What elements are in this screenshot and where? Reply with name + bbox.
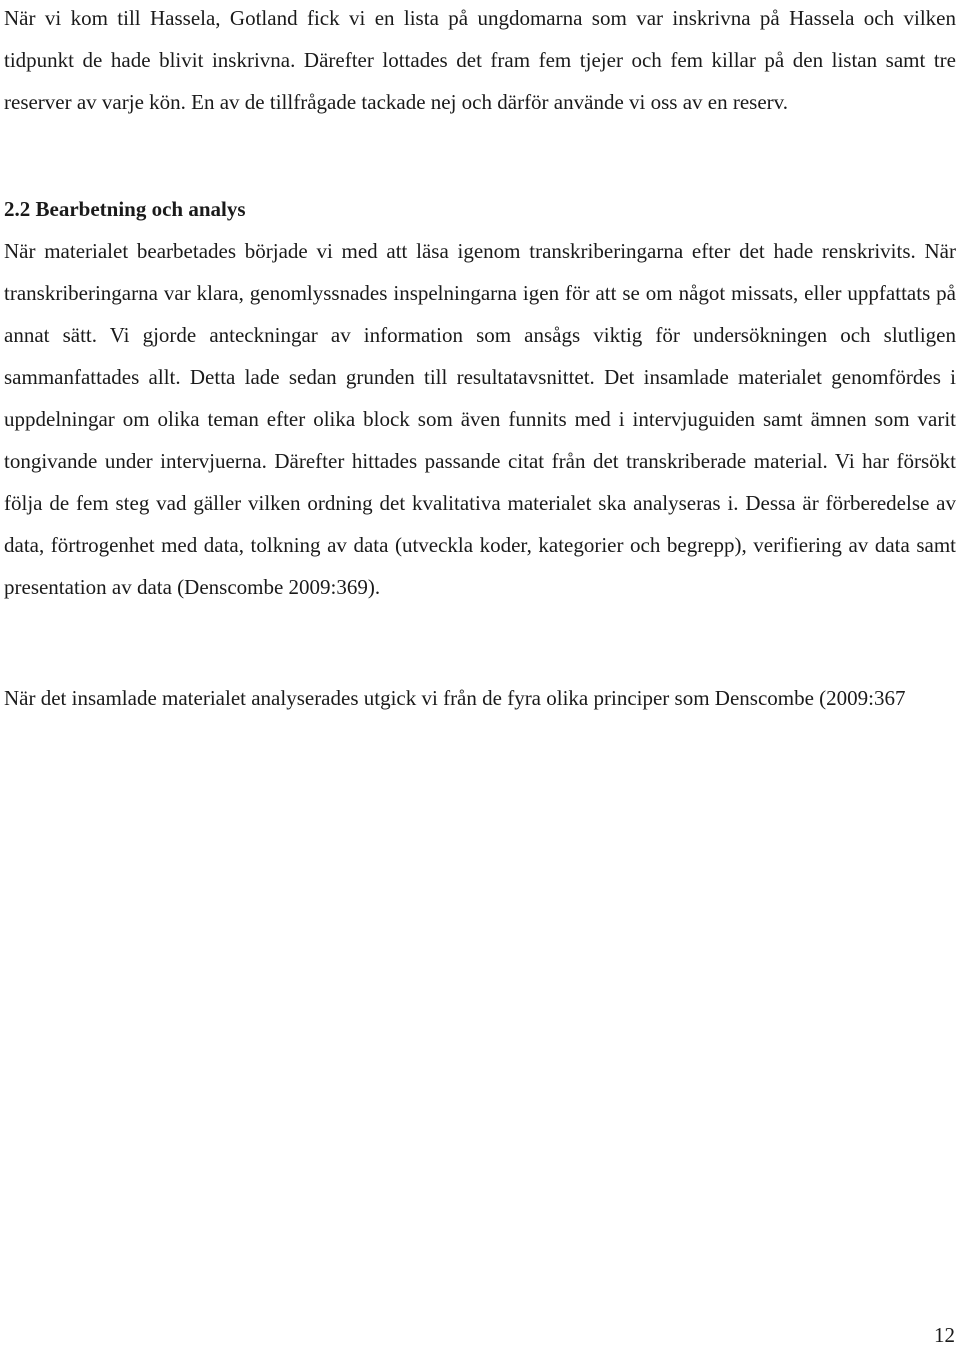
- page-number: 12: [934, 1323, 955, 1347]
- section-heading: 2.2 Bearbetning och analys: [4, 197, 246, 221]
- paragraph-analysis: När materialet bearbetades började vi med att läsa igenom transkriberingarna efter det hade renskrivits. När transkriberingarna var klara, genomlyssnades inspelningarna igen för att se om något missats, eller uppfattats på annat sätt. Vi gjorde anteckningar av information som ansågs viktig för undersökningen och slutligen sammanfattades allt. Detta lade sedan grunden till resultatavsnittet. Det insamlade materialet genomfördes i uppdelningar om olika teman efter olika block som även funnits med i intervjuguiden samt ämnen som varit tongivande under intervjuerna. Därefter hittades passande citat från det transkriberade material. Vi har försökt följa de fem steg vad gäller vilken ordning det kvalitativa materialet ska analyseras i. Dessa är förberedelse av data, förtrogenhet med data, tolkning av data (utveckla koder, kategorier och begrepp), verifiering av data samt presentation av data (Denscombe 2009:369).: [4, 239, 956, 599]
- paragraph-principles: När det insamlade materialet analyserades utgick vi från de fyra olika principer som Denscombe (2009:367: [4, 686, 906, 710]
- paragraph-intro: När vi kom till Hassela, Gotland fick vi en lista på ungdomarna som var inskrivna på Hassela och vilken tidpunkt de hade blivit inskrivna. Därefter lottades det fram fem tjejer och fem killar på den listan samt tre reserver av varje kön. En av de tillfrågade tackade nej och därför använde vi oss av en reserv.: [4, 6, 956, 114]
